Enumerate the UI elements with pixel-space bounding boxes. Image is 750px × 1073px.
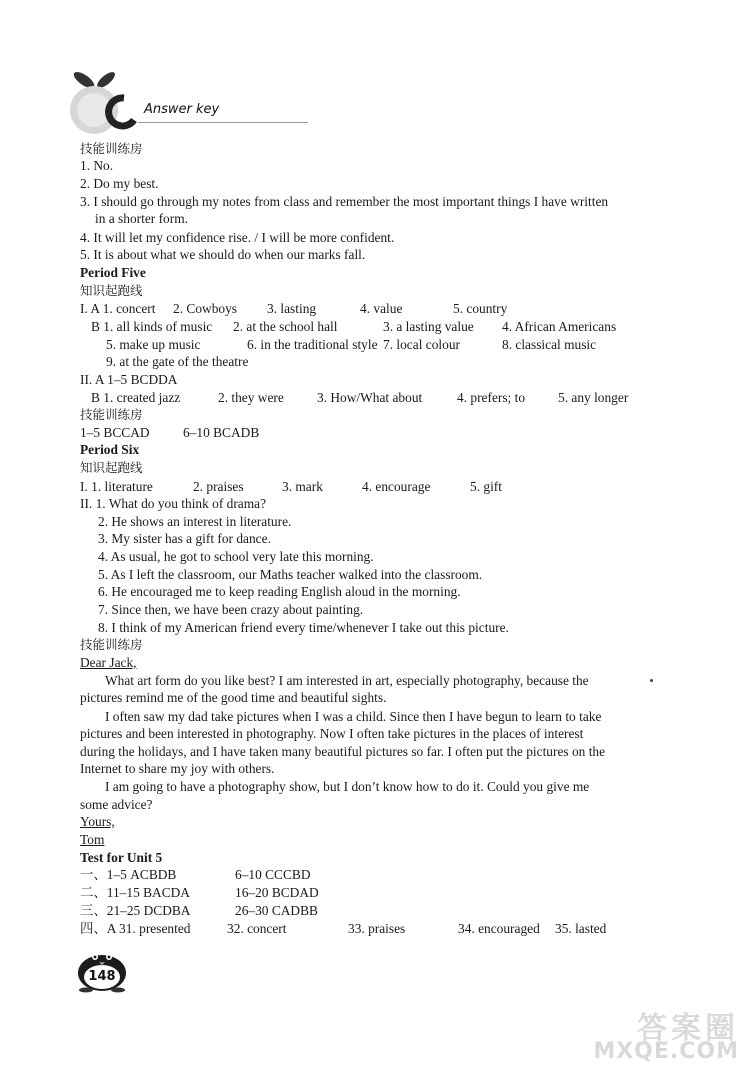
answer-item: B 1. all kinds of music [91,319,213,334]
answer-item: 6–10 CCCBD [235,867,311,882]
answer-line: 5. It is about what we should do when our marks fall. [80,247,366,262]
section-heading: 技能训练房 [80,407,143,422]
answer-item: 32. concert [227,921,287,936]
answer-item: I. A 1. concert [80,301,156,316]
answer-item: 4. prefers; to [457,390,526,405]
letter-line: pictures remind me of the good time and beautiful sights. [80,690,387,705]
answer-item: 4. value [360,301,403,316]
letter-line: pictures and been interested in photography. Now I often take pictures in the places of interest [80,726,584,741]
letter-closing: Yours, [80,814,115,829]
letter-greeting: Dear Jack, [80,655,137,670]
letter-line: I often saw my dad take pictures when I was a child. Since then I have begun to learn to take [105,709,602,724]
answer-line: 2. Do my best. [80,176,159,191]
letter-line: Internet to share my joy with others. [80,761,275,776]
period-title: Period Five [80,265,146,280]
answer-item: 5. gift [470,479,502,494]
answer-line: 4. As usual, he got to school very late this morning. [98,549,374,564]
letter-line: some advice? [80,797,153,812]
letter-line: during the holidays, and I have taken many beautiful pictures so far. I often put the pictures on the [80,744,606,759]
answer-item: 2. Cowboys [173,301,237,316]
letter-signature: Tom [80,832,105,847]
answer-item: 35. lasted [555,921,607,936]
watermark-bottom: MXQE.COM [593,1039,739,1064]
section-heading: 技能训练房 [80,141,143,156]
answer-item: 2. they were [218,390,284,405]
answer-item: 34. encouraged [458,921,540,936]
test-title: Test for Unit 5 [80,850,163,865]
section-heading: 知识起跑线 [80,460,143,475]
answer-line: 3. I should go through my notes from class and remember the most important things I have written [80,194,609,209]
apple-mascot-icon [66,70,146,140]
answer-item: 2. at the school hall [233,319,338,334]
answer-item: B 1. created jazz [91,390,181,405]
section-heading: 知识起跑线 [80,283,143,298]
answer-line: 9. at the gate of the theatre [106,354,249,369]
answer-item: 一、1–5 ACBDB [80,867,177,882]
answer-item: 6–10 BCADB [183,425,260,440]
answer-line: II. A 1–5 BCDDA [80,372,178,387]
answer-item: 8. classical music [502,337,597,352]
answer-item: 二、11–15 BACDA [80,885,190,900]
answer-item: I. 1. literature [80,479,153,494]
page-header [66,70,266,140]
answer-item: 16–20 BCDAD [235,885,319,900]
section-heading: 技能训练房 [80,637,143,652]
answer-item: 3. mark [282,479,323,494]
answer-item: 5. make up music [106,337,201,352]
answer-item: 5. any longer [558,390,629,405]
answer-item: 3. a lasting value [383,319,474,334]
letter-line: I am going to have a photography show, but I don’t know how to do it. Could you give me [105,779,590,794]
answer-item: 1–5 BCCAD [80,425,150,440]
answer-item: 6. in the traditional style [247,337,378,352]
stray-mark [650,679,653,682]
watermark-top: 答案圈 [637,1011,739,1046]
answer-item: 2. praises [193,479,244,494]
header-rule [138,122,308,123]
answer-line: II. 1. What do you think of drama? [80,496,267,511]
header-title: Answer key [144,102,220,117]
answer-line: in a shorter form. [95,211,188,226]
answer-line: 1. No. [80,158,114,173]
answer-item: 33. praises [348,921,406,936]
page-number: 148 [88,969,116,984]
penguin-mascot-icon [74,943,130,993]
answer-item: 三、21–25 DCDBA [80,903,191,918]
answer-line: 8. I think of my American friend every time/whenever I take out this picture. [98,620,509,635]
letter-line: What art form do you like best? I am interested in art, especially photography, because the [105,673,589,688]
answer-line: 4. It will let my confidence rise. / I will be more confident. [80,230,395,245]
answer-item: 3. How/What about [317,390,423,405]
answer-item: 7. local colour [383,337,460,352]
answer-line: 5. As I left the classroom, our Maths teacher walked into the classroom. [98,567,483,582]
watermark [570,1003,745,1067]
answer-item: 4. encourage [362,479,431,494]
answer-item: 4. African Americans [502,319,617,334]
answer-line: 3. My sister has a gift for dance. [98,531,271,546]
period-title: Period Six [80,442,140,457]
answer-item: 3. lasting [267,301,317,316]
answer-item: 5. country [453,301,508,316]
answer-line: 2. He shows an interest in literature. [98,514,292,529]
answer-item: 四、A 31. presented [80,921,191,936]
page-footer [74,943,134,993]
answer-line: 6. He encouraged me to keep reading English aloud in the morning. [98,584,461,599]
answer-line: 7. Since then, we have been crazy about painting. [98,602,364,617]
answer-item: 26–30 CADBB [235,903,318,918]
